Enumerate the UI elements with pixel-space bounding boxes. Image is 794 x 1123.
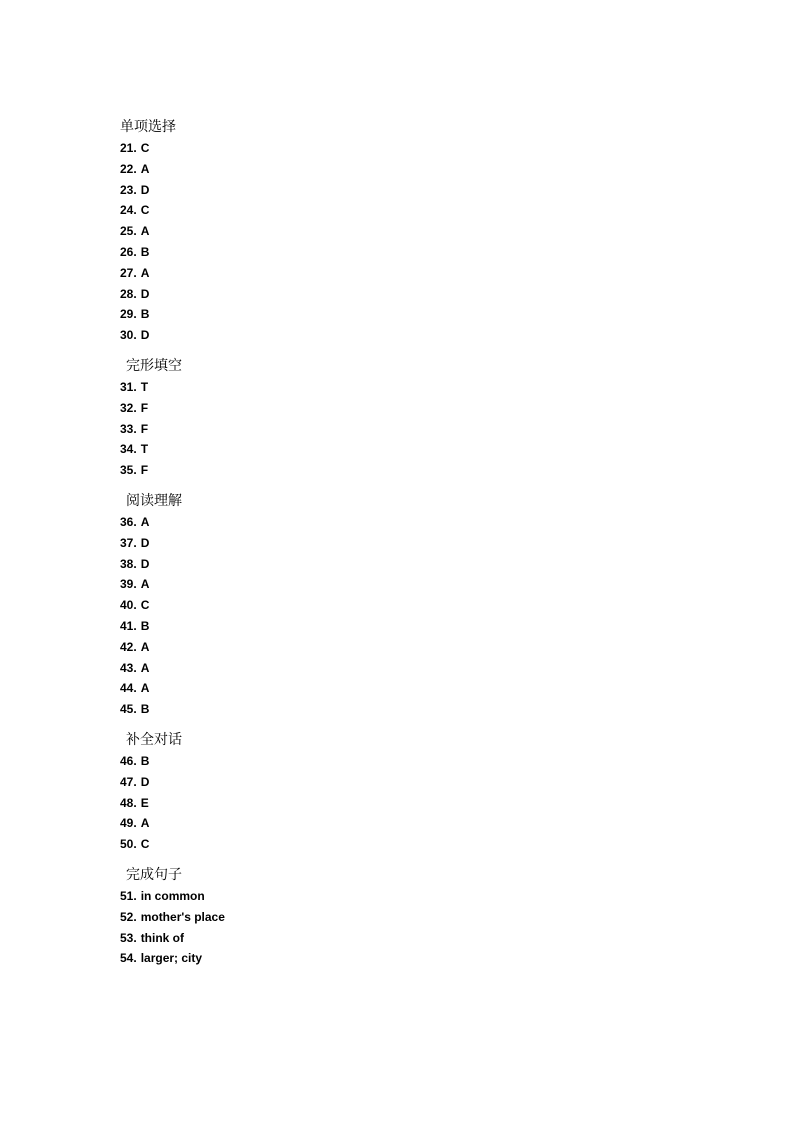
question-number: 49. [120,816,137,831]
question-number: 42. [120,639,137,654]
section-title: 完成句子 [126,866,182,883]
question-number: 45. [120,702,137,717]
question-number: 46. [120,753,137,768]
answer-item [120,138,720,159]
answer-text: B [140,753,150,768]
section-title: 完形填空 [126,357,182,374]
answer-item [120,304,720,325]
answer-item [120,377,720,398]
question-number: 36. [120,514,137,529]
answer-text: E [140,795,149,810]
answer-text: D [140,328,150,343]
question-number: 28. [120,286,137,301]
answer-item [120,460,720,481]
question-number: 32. [120,400,137,415]
question-number: 50. [120,837,137,852]
answer-item [120,637,720,658]
answer-item [120,699,720,720]
answer-item [120,678,720,699]
question-number: 37. [120,535,137,550]
answer-text: F [140,400,149,415]
answer-text: D [140,556,150,571]
answer-item [120,948,720,969]
answer-text: B [140,244,150,259]
answer-text: C [140,598,150,613]
answer-text: A [140,681,150,696]
answer-item [120,325,720,346]
question-number: 27. [120,265,137,280]
answer-item [120,574,720,595]
answer-text: T [140,379,149,394]
question-number: 29. [120,307,137,322]
answer-item [120,616,720,637]
answer-item [120,419,720,440]
answer-list [120,886,720,969]
answer-item [120,751,720,772]
answer-item [120,242,720,263]
answer-item [120,533,720,554]
question-number: 47. [120,774,137,789]
question-number: 26. [120,244,137,259]
question-number: 30. [120,328,137,343]
answer-list [120,512,720,720]
answer-text: think of [140,930,185,945]
answer-item [120,159,720,180]
answer-text: D [140,535,150,550]
answer-text: C [140,141,150,155]
answer-item [120,834,720,855]
answer-item [120,284,720,305]
question-number: 54. [120,951,137,966]
answer-item [120,180,720,201]
question-number: 33. [120,421,137,436]
question-number: 43. [120,660,137,675]
answer-item [120,658,720,679]
answer-text: F [140,421,149,436]
section-cloze [120,355,720,481]
answer-item [120,554,720,575]
answer-key-page [120,116,720,969]
answer-text: C [140,837,150,852]
answer-item [120,813,720,834]
question-number: 23. [120,182,137,197]
answer-text: B [140,702,150,717]
section-sentence-completion [120,864,720,969]
answer-text: A [140,224,150,239]
answer-text: D [140,774,150,789]
question-number: 44. [120,681,137,696]
question-number: 38. [120,556,137,571]
question-number: 24. [120,203,137,218]
answer-text: A [140,161,150,176]
answer-text: A [140,639,150,654]
question-number: 41. [120,618,137,633]
answer-text: A [140,514,150,529]
section-dialogue [120,729,720,855]
answer-item [120,793,720,814]
answer-item [120,907,720,928]
question-number: 34. [120,442,137,457]
section-single-choice [120,116,720,346]
answer-list [120,138,720,346]
section-title: 单项选择 [120,119,176,135]
answer-item [120,928,720,949]
question-number: 51. [120,888,137,903]
question-number: 35. [120,463,137,478]
question-number: 53. [120,930,137,945]
answer-text: B [140,618,150,633]
question-number: 22. [120,161,137,176]
section-reading [120,490,720,720]
answer-item [120,398,720,419]
question-number: 39. [120,577,137,592]
answer-item [120,439,720,460]
answer-list [120,751,720,855]
question-number: 48. [120,795,137,810]
question-number: 31. [120,379,137,394]
answer-text: A [140,577,150,592]
section-title: 阅读理解 [126,492,182,509]
answer-text: D [140,182,150,197]
answer-item [120,886,720,907]
answer-item [120,200,720,221]
answer-item [120,772,720,793]
answer-text: mother's place [140,909,225,924]
answer-text: larger; city [140,951,203,966]
answer-text: D [140,286,150,301]
answer-item [120,512,720,533]
answer-item [120,263,720,284]
answer-item [120,221,720,242]
question-number: 21. [120,141,137,155]
answer-text: F [140,463,149,478]
answer-text: A [140,816,150,831]
answer-text: A [140,265,150,280]
question-number: 25. [120,224,137,239]
answer-item [120,595,720,616]
answer-text: A [140,660,150,675]
answer-text: B [140,307,150,322]
section-title: 补全对话 [126,731,182,748]
question-number: 52. [120,909,137,924]
question-number: 40. [120,598,137,613]
answer-text: in common [140,888,205,903]
answer-text: C [140,203,150,218]
answer-list [120,377,720,481]
answer-text: T [140,442,149,457]
